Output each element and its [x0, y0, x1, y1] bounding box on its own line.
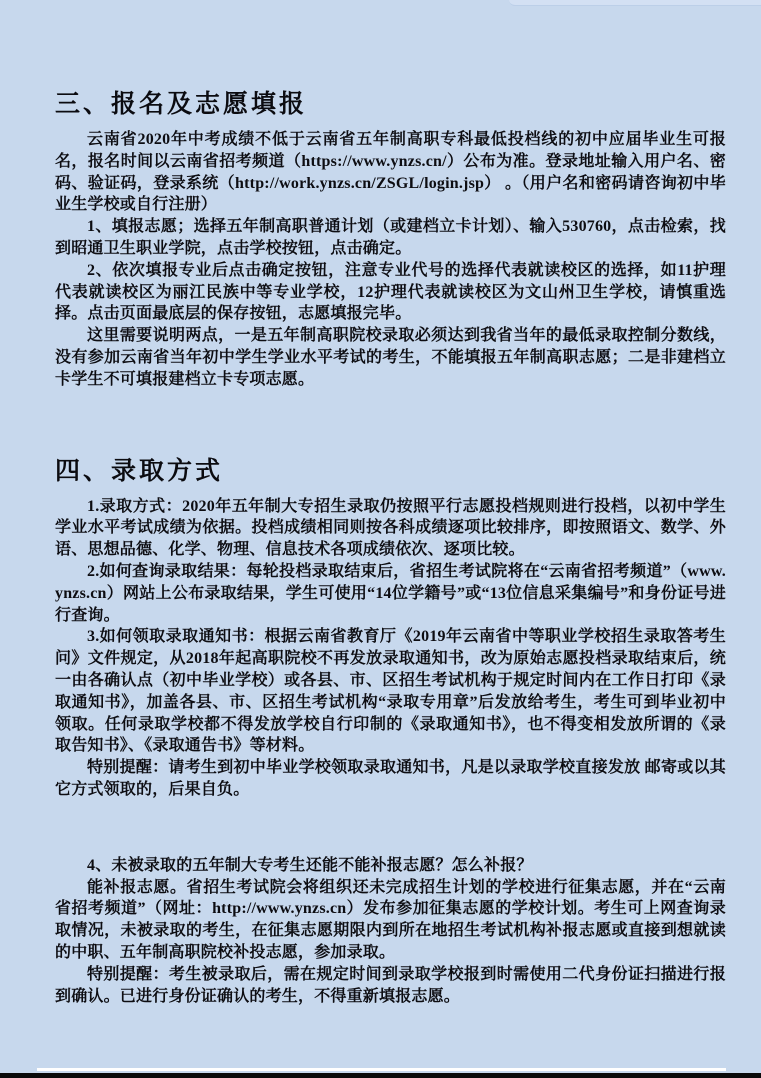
paragraph: 特别提醒：考生被录取后，需在规定时间到录取学校报到时需使用二代身份证扫描进行报到确认。已进行身份证确认的考生，不得重新填报志愿。 [55, 965, 726, 1005]
paragraph: 云南省2020年中考成绩不低于云南省五年制高职专科最低投档线的初中应届毕业生可报名，报名时间以云南省招考频道（https://www.ynzs.cn/）公布为准。登录地址输入用户名、密码、验证码，登录系统（http://work.ynzs.cn/ZSGL/login.jsp） 。（用户名和密码请咨询初中毕业生学校或自行注册） [55, 131, 726, 214]
paragraph: 4、未被录取的五年制大专考生还能不能补报志愿？怎么补报？ [87, 856, 533, 874]
paragraph: 2.如何查询录取结果：每轮投档录取结束后，省招生考试院将在“云南省招考频道”（www.ynzs.cn）网站上公布录取结果，学生可使用“14位学籍号”或“13位信息采集编号”和身份证号进行查询。 [55, 562, 726, 624]
bottom-separator-line [37, 1068, 726, 1071]
paragraph: 这里需要说明两点，一是五年制高职院校录取必须达到我省当年的最低录取控制分数线，没有参加云南省当年初中学生学业水平考试的考生，不能填报五年制高职志愿；二是非建档立卡学生不可填报建档立卡专项志愿。 [55, 327, 726, 388]
paragraph: 2、依次填报专业后点击确定按钮，注意专业代号的选择代表就读校区的选择，如11护理代表就读校区为丽江民族中等专业学校，12护理代表就读校区为文山州卫生学校，请慎重选择。点击页面最底层的保存按钮，志愿填报完毕。 [55, 261, 726, 323]
section-registration [55, 0, 726, 391]
paragraph: 能补报志愿。省招生考试院会将组织还未完成招生计划的学校进行征集志愿，并在“云南省招考频道”（网址：http://www.ynzs.cn）发布参加征集志愿的学校计划。考生可上网查询录取情况，未被录取的考生，在征集志愿期限内到所在地招生考试机构补报志愿或直接到想就读的中职、五年制高职院校补投志愿，参加录取。 [55, 878, 726, 961]
section-admission [55, 451, 726, 1008]
paragraph: 1.录取方式：2020年五年制大专招生录取仍按照平行志愿投档规则进行投档，以初中学生学业水平考试成绩为依据。投档成绩相同则按各科成绩逐项比较排序，即按照语文、数学、外语、思想品德、化学、物理、信息技术各项成绩依次、逐项比较。 [55, 497, 726, 559]
document-content [55, 0, 726, 1007]
section-admission-paragraphs [55, 496, 726, 1008]
bottom-edge-bar [0, 1073, 761, 1078]
paragraph: 1、填报志愿；选择五年制高职普通计划（或建档立卡计划）、输入530760，点击检索，找到昭通卫生职业学院，点击学校按钮，点击确定。 [55, 218, 726, 257]
section-admission-title: 四、录取方式 [55, 457, 224, 485]
section-registration-title: 三、报名及志愿填报 [55, 91, 308, 118]
paragraph: 特别提醒：请考生到初中毕业学校领取录取通知书，凡是以录取学校直接发放 邮寄或以其它方式领取的，后果自负。 [55, 759, 726, 798]
section-registration-paragraphs [55, 129, 726, 391]
paragraph: 3.如何领取录取通知书：根据云南省教育厅《2019年云南省中等职业学校招生录取答考生问》文件规定，从2018年起高职院校不再发放录取通知书，改为原始志愿投档录取结束后，统一由各确认点（初中毕业学校）或各县、市、区招生考试机构于规定时间内在工作日打印《录取通知书》，加盖各县、市、区招生考试机构“录取专用章”后发放给考生，考生可到毕业初中领取。任何录取学校都不得发放学校自行印制的《录取通知书》，也不得变相发放所谓的《录取告知书》、《录取通告书》等材料。 [55, 628, 726, 755]
